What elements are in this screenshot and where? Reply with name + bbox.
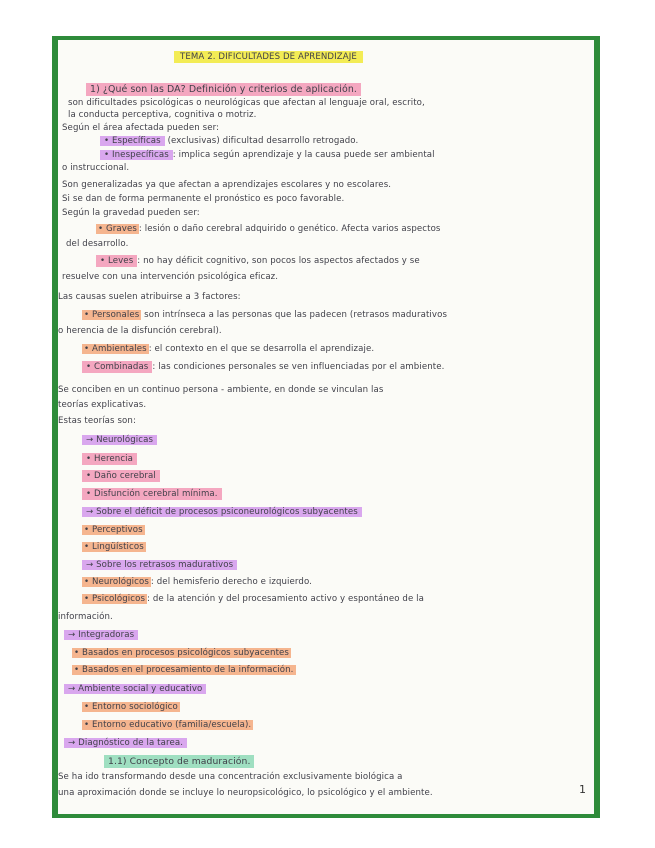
theory-heading-integradoras	[64, 630, 138, 640]
bullet-neurologicos	[82, 577, 312, 587]
section-heading-1-text: 1) ¿Qué son las DA? Definición y criterios de aplicación.	[86, 83, 361, 96]
text-line: son dificultades psicológicas o neurológicas que afectan al lenguaje oral, escrito,	[68, 98, 425, 108]
bullet-text: : implica según aprendizaje y la causa puede ser ambiental	[172, 150, 435, 160]
bullet-personales	[82, 310, 447, 320]
keyword-highlight: • Específicas	[100, 136, 165, 146]
text-line: Las causas suelen atribuirse a 3 factores:	[58, 292, 241, 302]
text-line: Se ha ido transformando desde una concentración exclusivamente biológica a	[58, 772, 403, 782]
text-line: información.	[58, 612, 113, 622]
keyword-highlight: • Neurológicos	[84, 577, 149, 587]
list-item-text: • Lingüísticos	[84, 542, 144, 552]
section-heading-1-1	[104, 756, 254, 767]
bullet-leves	[96, 256, 420, 266]
theory-heading-neurologicas	[82, 435, 157, 445]
keyword-highlight: • Graves	[98, 224, 137, 234]
list-item-text: • Basados en el procesamiento de la información.	[74, 665, 294, 675]
keyword-highlight: • Combinadas	[82, 361, 152, 373]
keyword-highlight: • Leves	[96, 255, 137, 267]
list-item	[82, 489, 222, 499]
theory-heading-text: → Sobre los retrasos madurativos	[82, 560, 237, 570]
list-item-text: • Basados en procesos psicológicos subyacentes	[74, 648, 290, 658]
list-item-text: • Disfunción cerebral mínima.	[82, 488, 222, 500]
bullet-text: : del hemisferio derecho e izquierdo.	[150, 577, 313, 587]
text-line: Según la gravedad pueden ser:	[62, 208, 200, 218]
keyword-highlight: • Psicológicos	[84, 594, 146, 604]
text-line: resuelve con una intervención psicológica eficaz.	[62, 272, 279, 282]
theory-heading-retrasos	[82, 560, 237, 570]
bullet-text: : lesión o daño cerebral adquirido o genético. Afecta varios aspectos	[138, 224, 441, 234]
list-item	[82, 702, 180, 712]
keyword-highlight: • Ambientales	[84, 344, 147, 354]
bullet-text: : de la atención y del procesamiento activo y espontáneo de la	[147, 594, 425, 604]
bullet-text: : las condiciones personales se ven influenciadas por el ambiente.	[152, 362, 445, 372]
list-item-text: • Perceptivos	[84, 525, 143, 535]
list-item	[82, 542, 146, 552]
list-item-text: • Entorno sociológico	[84, 702, 178, 712]
page-title	[174, 52, 363, 62]
bullet-inespecificas	[100, 150, 435, 160]
bullet-ambientales	[82, 344, 374, 354]
keyword-highlight: • Inespecíficas	[100, 150, 173, 160]
text-line: del desarrollo.	[66, 239, 129, 249]
text-line: Son generalizadas ya que afectan a aprendizajes escolares y no escolares.	[62, 180, 392, 190]
theory-heading-diagnostico	[64, 738, 187, 748]
page-title-text: TEMA 2. DIFICULTADES DE APRENDIZAJE	[174, 51, 363, 63]
text-line: Se conciben en un continuo persona - ambiente, en donde se vinculan las	[58, 385, 384, 395]
text-line: una aproximación donde se incluye lo neuropsicológico, lo psicológico y el ambiente.	[58, 788, 433, 798]
list-item-text: • Entorno educativo (familia/escuela).	[84, 720, 252, 730]
theory-heading-text: → Diagnóstico de la tarea.	[64, 738, 187, 748]
bullet-text: : no hay déficit cognitivo, son pocos los aspectos afectados y se	[137, 256, 420, 266]
bullet-psicologicos	[82, 594, 424, 604]
list-item	[72, 648, 291, 658]
text-line: o herencia de la disfunción cerebral).	[58, 326, 222, 336]
list-item-text: • Herencia	[82, 453, 137, 465]
list-item	[82, 471, 160, 481]
list-item-text: • Daño cerebral	[82, 470, 160, 482]
theory-heading-ambiente	[64, 684, 206, 694]
bullet-especificas	[100, 136, 358, 146]
bullet-text: : el contexto en el que se desarrolla el aprendizaje.	[148, 344, 375, 354]
theory-heading-deficit	[82, 507, 362, 517]
list-item	[72, 665, 296, 675]
page-number: 1	[579, 783, 586, 796]
text-line: la conducta perceptiva, cognitiva o motriz.	[68, 110, 257, 120]
notebook-page	[58, 40, 594, 814]
theory-heading-text: → Neurológicas	[82, 435, 157, 445]
section-heading-1-1-text: 1.1) Concepto de maduración.	[104, 755, 254, 768]
bullet-text: son intrínseca a las personas que las padecen (retrasos madurativos	[141, 310, 448, 320]
bullet-combinadas	[82, 362, 444, 372]
keyword-highlight: • Personales	[84, 310, 140, 320]
list-item	[82, 720, 253, 730]
bullet-text: (exclusivas) dificultad desarrollo retrogado.	[164, 136, 359, 146]
theory-heading-text: → Ambiente social y educativo	[64, 684, 206, 694]
theory-heading-text: → Integradoras	[64, 630, 138, 640]
text-line: Según el área afectada pueden ser:	[62, 123, 220, 133]
text-line: Si se dan de forma permanente el pronóstico es poco favorable.	[62, 194, 345, 204]
section-heading-1	[86, 84, 361, 95]
text-line: teorías explicativas.	[58, 400, 147, 410]
text-line: Estas teorías son:	[58, 416, 136, 426]
text-line: o instruccional.	[62, 163, 130, 173]
theory-heading-text: → Sobre el déficit de procesos psiconeurológicos subyacentes	[82, 507, 362, 517]
bullet-graves	[96, 224, 441, 234]
list-item	[82, 454, 137, 464]
list-item	[82, 525, 145, 535]
